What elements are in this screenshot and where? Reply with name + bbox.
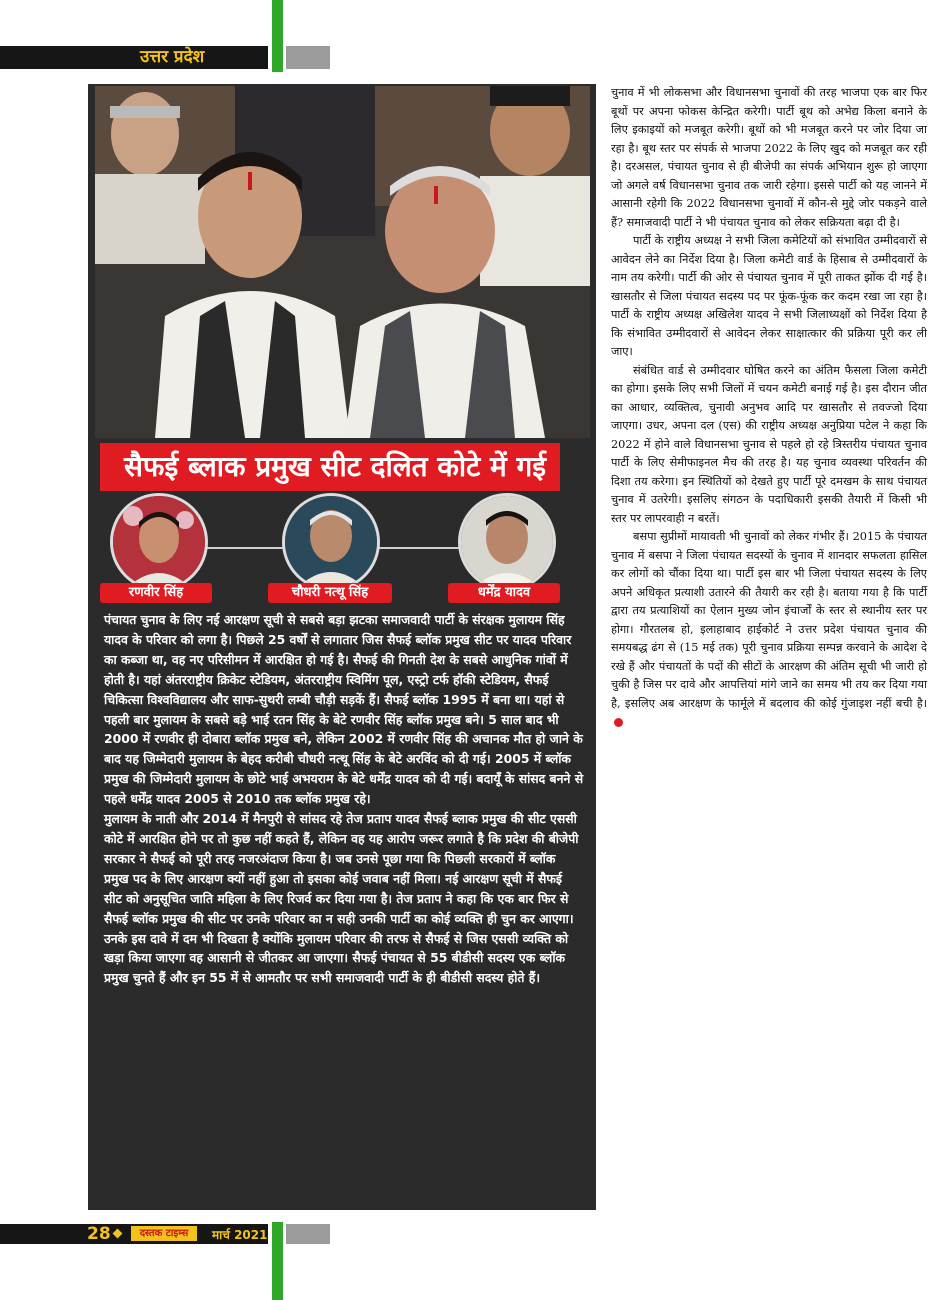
portrait-ranveer-singh [110,493,208,591]
green-rule-bottom [272,1222,283,1300]
article-paragraph [611,528,927,732]
portrait-dharmendra-yadav [458,493,556,591]
lead-photo [95,86,590,438]
box-paragraph: पंचायत चुनाव के लिए नई आरक्षण सूची से सबसे बड़ा झटका समाजवादी पार्टी के संरक्षक मुलायम सिंह यादव के परिवार को लगा है। पिछले 25 वर्षों से लगातार जिस सैफई ब्लॉक प्रमुख सीट पर यादव परिवार का कब्जा था, वह नए परिसीमन में आरक्षित हो गई है। सैफई की गिनती देश के सबसे आधुनिक गांवों में होती है। यहां अंतरराष्ट्रीय क्रिकेट स्टेडियम, अंतरराष्ट्रीय स्विमिंग पूल, एस्ट्रो टर्फ हॉकी स्टेडियम, सैफई चिकित्सा विश्वविद्यालय और साफ-सुथरी लम्बी चौड़ी सड़कें हैं। सैफई ब्लॉक 1995 में बना था। यहां से पहली बार मुलायम के सबसे बड़े भाई रतन सिंह के बेटे रणवीर सिंह ब्लॉक प्रमुख बने। 5 साल बाद भी 2000 में रणवीर ही दोबारा ब्लॉक प्रमुख बने, लेकिन 2002 में रणवीर सिंह की अचानक मौत हो जाने के बाद यह जिम्मेदारी मुलायम के बेहद करीबी चौधरी नत्थू सिंह के बेटे अरविंद को दी गई। 2005 में ब्लॉक प्रमुख की जिम्मेदारी मुलायम के छोटे भाई अभयराम के बेटे धर्मेंद्र यादव को दी गई। बदायूँ के सांसद बनने से पहले धर्मेंद्र यादव 2005 से 2010 तक ब्लॉक प्रमुख रहे। [104,612,584,807]
section-bar-accent [286,46,330,69]
name-tag-chaudhary-natthu-singh: चौधरी नत्थू सिंह [268,583,392,603]
section-bar [0,46,268,69]
article-paragraph-text: बसपा सुप्रीमों मायावती भी चुनावों को लेकर गंभीर हैं। 2015 के पंचायत चुनाव में बसपा ने जिला पंचायत सदस्यों के चुनाव में शानदार सफलता हासिल कर लोगों को चौंका दिया था। पार्टी इस बार भी जिला पंचायत सदस्य के लिए अपने अधिकृत प्रत्याशी उतारने की तैयारी कर रही है। बताया गया है कि पार्टी द्वारा तय प्रत्याशियों का ऐलान मुख्य जोन इंचार्जों के स्तर से स्थानीय स्तर पर होगा। गौरतलब हो, इलाहाबाद हाईकोर्ट ने उत्तर प्रदेश पंचायत चुनाव की समयबद्ध ढंग से (15 मई तक) पूरी चुनाव प्रक्रिया सम्पन्न करवाने के आदेश दे रखे हैं और पंचायतों के पदों की सीटों के आरक्षण की अंतिम सूची भी जारी हो चुकी है जिस पर दावे और आपत्तियां मांगे जाने का समय भी तय कर दिया गया है, इसलिए अब आरक्षण के फार्मूले में बदलाव की कोई गुंजाइश नहीं बची है। [611,530,927,710]
article-paragraph: पार्टी के राष्ट्रीय अध्यक्ष ने सभी जिला कमेटियों को संभावित उम्मीदवारों से आवेदन लेने का निर्देश दिया है। जिला कमेटी वार्ड के हिसाब से उम्मीदवारों के नाम तय करेगी। पार्टी की ओर से पंचायत चुनाव में पूरी ताकत झोंक दी गई है। खासतौर से जिला पंचायत सदस्य पद पर फूंक-फूंक कर कदम रखा जा रहा है। पार्टी के राष्ट्रीय अध्यक्ष अखिलेश यादव ने सभी जिलाध्यक्षों को निर्देश दिया है कि संभावित उम्मीदवारों से आवेदन लेकर साक्षात्कार की प्रक्रिया पूरी कर ली जाए। [611,234,927,358]
box-paragraph: मुलायम के नाती और 2014 में मैनपुरी से सांसद रहे तेज प्रताप यादव सैफई ब्लाक प्रमुख की सीट एससी कोटे में आरक्षित होने पर तो कुछ नहीं कहते हैं, लेकिन वह यह आरोप जरूर लगाते है कि प्रदेश की बीजेपी सरकार ने सैफई को पूरी तरह नजरअंदाज किया है। जब उनसे पूछा गया कि पिछली सरकारों में ब्लॉक प्रमुख पद के लिए आरक्षण क्यों नहीं हुआ तो इसका कोई जवाब नहीं मिला। नई आरक्षण सूची में सैफई सीट को अनुसूचित जाति महिला के लिए रिजर्व कर दिया गया है। तेज प्रताप ने कहा कि एक बार फिर से सैफई ब्लॉक प्रमुख की सीट पर उनके परिवार का न सही उनकी पार्टी का कोई व्यक्ति ही चुन कर आएगा। उनके इस दावे में दम भी दिखता है क्योंकि मुलायम परिवार की तरफ से सैफई से जिस एससी व्यक्ति को खड़ा किया जाएगा वह आसानी से जीतकर आ जाएगा। सैफई पंचायत से 55 बीडीसी सदस्य एक ब्लॉक प्रमुख चुनते हैं और इन 55 में से आमतौर पर सभी समाजवादी पार्टी के ही बीडीसी सदस्य होते हैं। [104,811,579,986]
article-paragraph: संबंधित वार्ड से उम्मीदवार घोषित करने का अंतिम फैसला जिला कमेटी का होगा। इसके लिए सभी जिलों में चयन कमेटी बनाई गई है। इस दौरान जीत का आधार, व्यक्तित्व, चुनावी अनुभव आदि पर खासतौर से तवज्जो दिया जाएगा। उधर, अपना दल (एस) की राष्ट्रीय अध्यक्ष अनुप्रिया पटेल ने कहा कि 2022 में होने वाले विधानसभा चुनाव से पहले हो रहे त्रिस्तरीय पंचायत चुनाव पार्टी के लिए सेमीफाइनल मैच की तरह है। यह चुनाव व्यवस्था परिवर्तन की दिशा तय करेगा। इन स्थितियों को देखते हुए पार्टी पूरे दमखम के साथ पंचायत चुनाव में उतरेगी। इसलिए संगठन के पदाधिकारी इसकी तैयारी में किसी भी स्तर पर लापरवाही न बरतें। [611,363,927,525]
name-tag-dharmendra-yadav: धर्मेंद्र यादव [448,583,560,603]
end-mark-icon [614,718,623,727]
headline: सैफई ब्लाक प्रमुख सीट दलित कोटे में गई [123,450,547,483]
footer-bar-accent [286,1224,330,1244]
article-column-right [611,84,927,732]
portrait-chaudhary-natthu-singh [282,493,380,591]
magazine-logo: दस्तक टाइम्स [131,1226,197,1241]
section-title: उत्तर प्रदेश [140,47,205,67]
page-number: 28 [87,1224,111,1244]
green-rule-top [272,0,283,72]
box-story-text [104,610,584,988]
name-tag-ranveer-singh: रणवीर सिंह [100,583,212,603]
issue-date: मार्च 2021 [212,1228,268,1242]
article-paragraph: चुनाव में भी लोकसभा और विधानसभा चुनावों की तरह भाजपा एक बार फिर बूथों पर अपना फोकस केन्द्रित करेगी। पार्टी बूथ को अभेद्य किला बनाने के लिए इकाइयों को मजबूत करेगी। बूथों को भी मजबूत करने पर जोर दिया जा रहा है। बूथ स्तर पर संपर्क से भाजपा 2022 के लिए खुद को मजबूत कर रही है। दरअसल, पंचायत चुनाव से ही बीजेपी का संपर्क अभियान शुरू हो जाएगा जो अगले वर्ष विधानसभा चुनाव तक जारी रहेगा। इससे पार्टी को यह जानने में आसानी रहेगी कि 2022 विधानसभा चुनावों में कौन-से मुद्दे जोर पकड़ने वाले हैं? समाजवादी पार्टी ने भी पंचायत चुनाव को लेकर सक्रियता बढ़ा दी है। [611,86,927,229]
